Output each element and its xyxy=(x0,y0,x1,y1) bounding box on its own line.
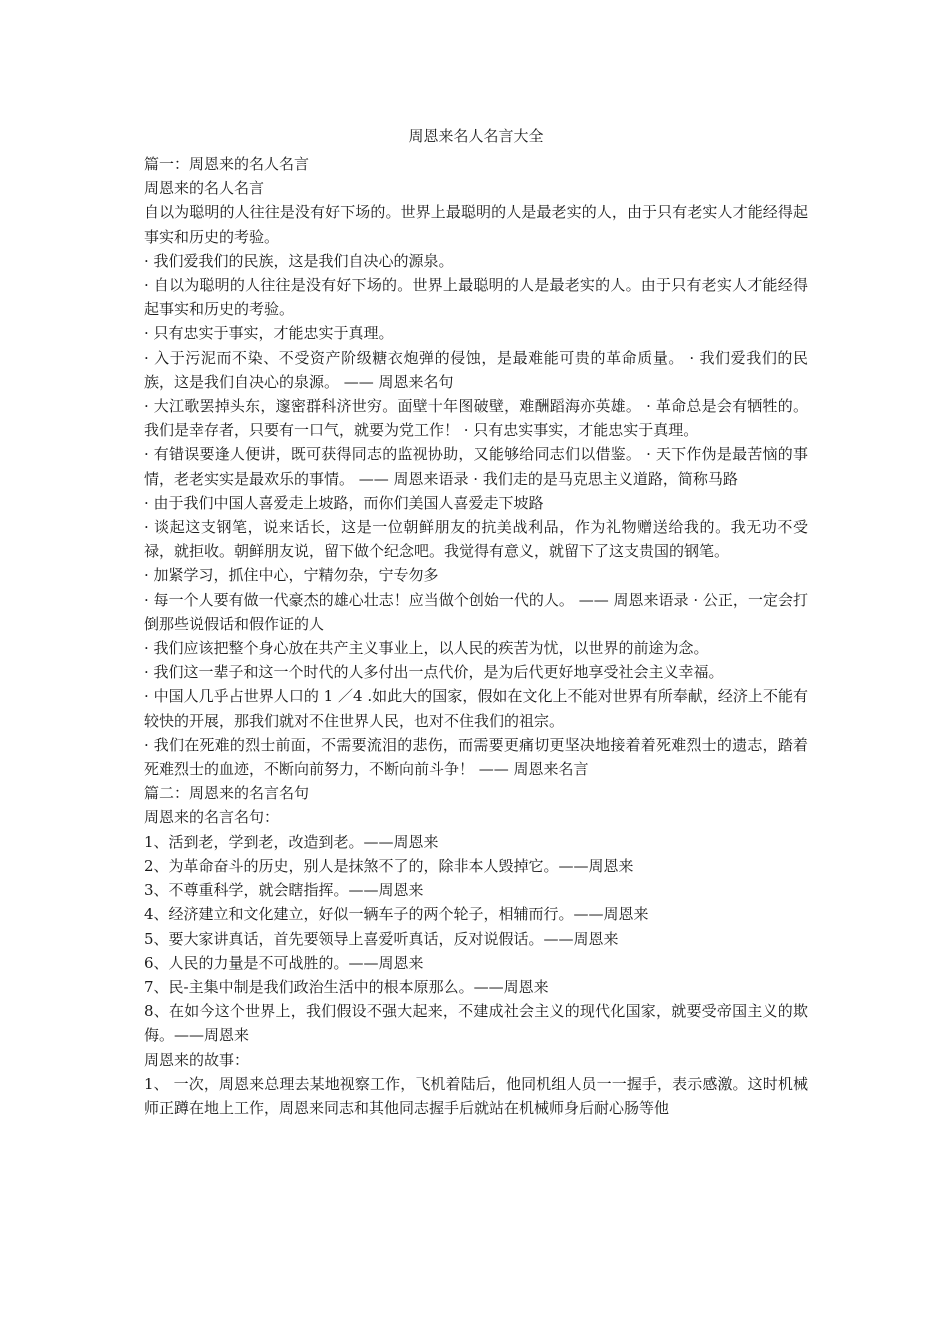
section2-paragraph: 3、不尊重科学，就会瞎指挥。——周恩来 xyxy=(144,881,424,900)
section2-paragraph: 8、在如今这个世界上，我们假设不强大起来，不建成社会主义的现代化国家，就要受帝国主义的欺侮。——周恩来 xyxy=(144,1002,808,1045)
section1-paragraph: · 谈起这支钢笔，说来话长，这是一位朝鲜朋友的抗美战利品，作为礼物赠送给我的。我无功不受禄，就拒收。朝鲜朋友说，留下做个纪念吧。我觉得有意义，就留下了这支贵国的钢笔。 xyxy=(144,518,808,561)
section2-body xyxy=(144,830,808,1120)
section2-subheading: 周恩来的名言名句： xyxy=(144,808,280,827)
section1-heading: 篇一：周恩来的名人名言 xyxy=(144,155,310,173)
section1-paragraph: · 入于污泥而不染、不受资产阶级糖衣炮弹的侵蚀，是最难能可贵的革命质量。 · 我们爱我们的民族，这是我们自决心的泉源。 —— 周恩来名句 xyxy=(144,348,808,391)
section2-heading: 篇二：周恩来的名言名句 xyxy=(144,784,310,803)
section2-paragraph: 1、 一次，周恩来总理去某地视察工作，飞机着陆后，他同机组人员一一握手，表示感激。这时机械师正蹲在地上工作，周恩来同志和其他同志握手后就站在机械师身后耐心肠等他 xyxy=(144,1074,808,1117)
section2-paragraph: 周恩来的故事： xyxy=(144,1050,250,1069)
document-title: 周恩来名人名言大全 xyxy=(408,127,544,145)
section2-paragraph: 4、经济建立和文化建立，好似一辆车子的两个轮子，相辅而行。——周恩来 xyxy=(144,905,649,924)
section1-paragraph: · 中国人几乎占世界人口的 1 ／4 .如此大的国家，假如在文化上不能对世界有所奉献，经济上不能有较快的开展，那我们就对不住世界人民，也对不住我们的祖宗。 xyxy=(144,687,808,730)
section1-paragraph: · 每一个人要有做一代豪杰的雄心壮志！应当做个创始一代的人。 —— 周恩来语录 · 公正，一定会打倒那些说假话和假作证的人 xyxy=(144,590,808,633)
section1-paragraph: · 加紧学习，抓住中心，宁精勿杂，宁专勿多 xyxy=(144,566,439,585)
section2-paragraph: 5、要大家讲真话，首先要领导上喜爱听真话，反对说假话。——周恩来 xyxy=(144,929,619,948)
section1-body xyxy=(144,200,808,781)
section1-paragraph: · 我们这一辈子和这一个时代的人多付出一点代价，是为后代更好地享受社会主义幸福。 xyxy=(144,663,724,682)
section2-paragraph: 6、人民的力量是不可战胜的。——周恩来 xyxy=(144,953,424,972)
section1-paragraph: · 我们爱我们的民族，这是我们自决心的源泉。 xyxy=(144,251,454,270)
section1-paragraph: · 由于我们中国人喜爱走上坡路，而你们美国人喜爱走下坡路 xyxy=(144,493,544,512)
section1-paragraph: · 我们应该把整个身心放在共产主义事业上，以人民的疾苦为忧，以世界的前途为念。 xyxy=(144,639,709,658)
section1-paragraph: 自以为聪明的人往往是没有好下场的。世界上最聪明的人是最老实的人，由于只有老实人才能经得起事实和历史的考验。 xyxy=(144,203,808,246)
section1-paragraph: · 大江歌罢掉头东，邃密群科济世穷。面壁十年图破壁，难酬蹈海亦英雄。 · 革命总是会有牺牲的。我们是幸存者，只要有一口气，就要为党工作！ · 只有忠实事实，才能忠实于真理。 xyxy=(144,397,808,440)
section1-subheading: 周恩来的名人名言 xyxy=(144,179,265,198)
section2-paragraph: 7、民-主集中制是我们政治生活中的根本原那么。——周恩来 xyxy=(144,977,549,996)
section2-paragraph: 1、活到老，学到老，改造到老。——周恩来 xyxy=(144,832,439,851)
section1-paragraph: · 自以为聪明的人往往是没有好下场的。世界上最聪明的人是最老实的人。由于只有老实人才能经得起事实和历史的考验。 xyxy=(144,276,808,319)
section1-paragraph: · 我们在死难的烈士前面，不需要流泪的悲伤，而需要更痛切更坚决地接着着死难烈士的遗志，踏着死难烈士的血迹，不断向前努力，不断向前斗争！ —— 周恩来名言 xyxy=(144,735,808,779)
document-page xyxy=(144,124,808,1120)
section2-paragraph: 2、为革命奋斗的历史，别人是抹煞不了的，除非本人毁掉它。——周恩来 xyxy=(144,856,634,875)
section1-paragraph: · 有错误要逢人便讲，既可获得同志的监视协助，又能够给同志们以借鉴。 · 天下作伪是最苦恼的事情，老老实实是最欢乐的事情。 —— 周恩来语录 · 我们走的是马克思主义道路，简称马路 xyxy=(144,445,808,488)
section1-paragraph: · 只有忠实于事实，才能忠实于真理。 xyxy=(144,324,394,343)
